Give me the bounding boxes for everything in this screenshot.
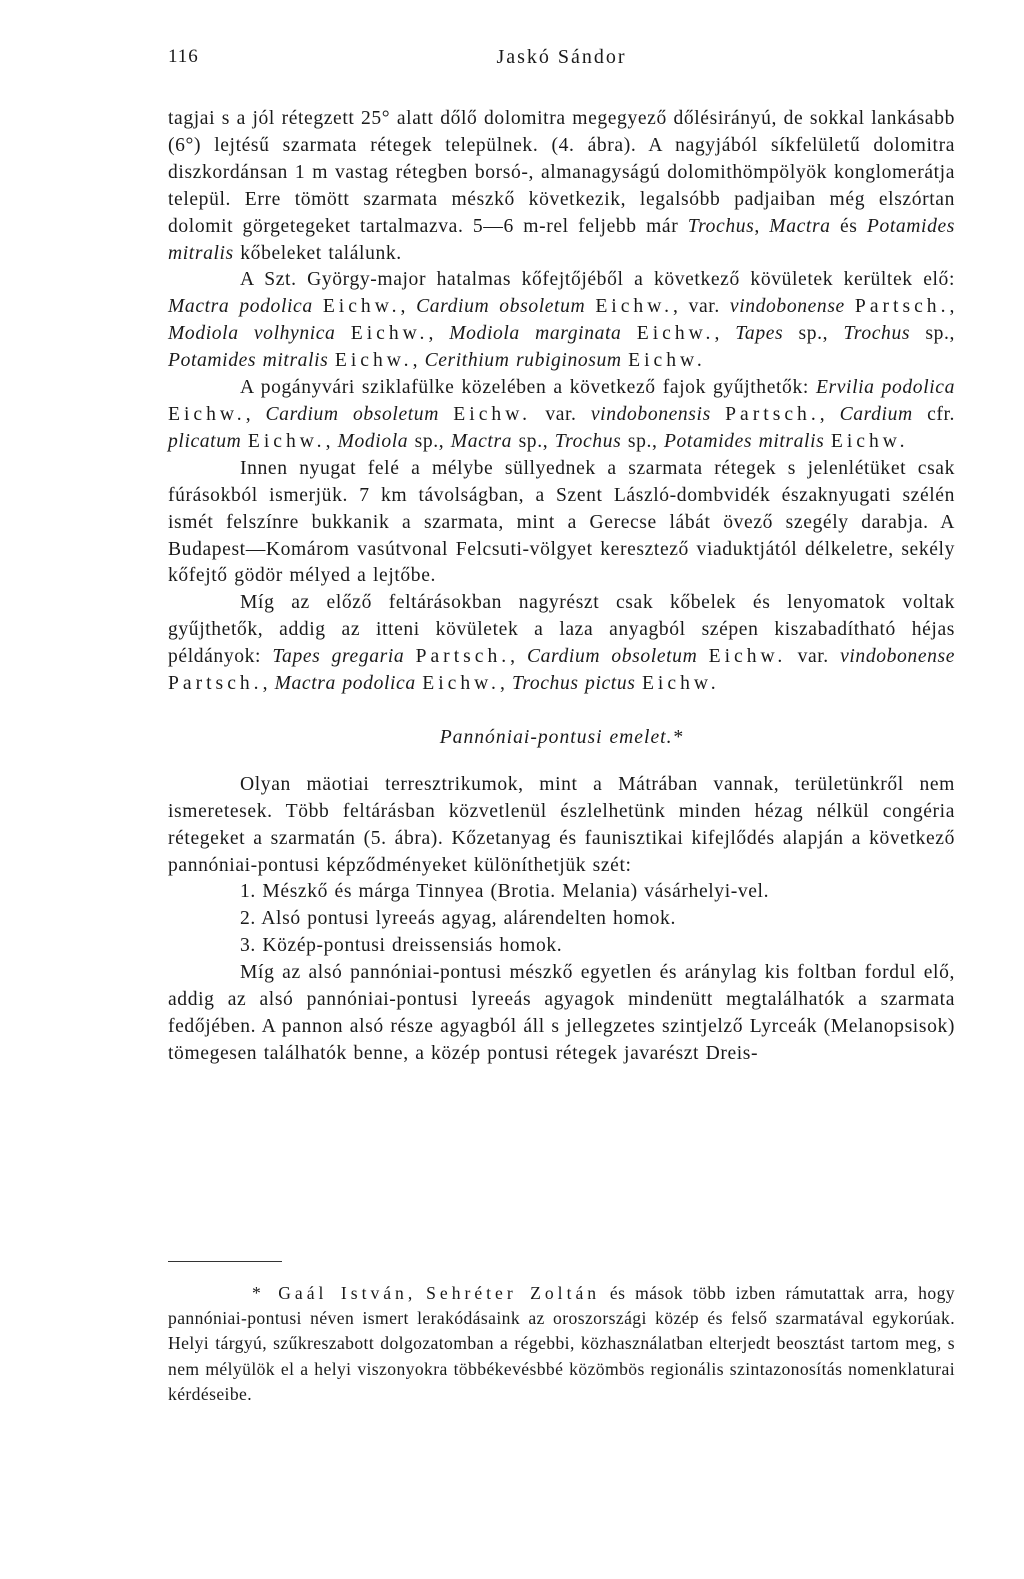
author-name: Eichw. — [708, 646, 787, 668]
author-name: Eichw. — [641, 673, 720, 695]
footnote-divider — [168, 1261, 282, 1262]
taxon-name: Potamides mitralis — [663, 430, 825, 452]
text-run: , — [510, 646, 527, 668]
text-run: cfr. — [912, 403, 956, 425]
text-run: sp., — [408, 430, 451, 452]
running-head: Jaskó Sándor — [496, 46, 627, 68]
text-run: , — [499, 673, 512, 695]
author-name: Partsch. — [725, 403, 820, 425]
author-name: Eichw. — [168, 403, 246, 425]
text-run: , — [325, 430, 338, 452]
taxon-name: Trochus — [554, 430, 622, 452]
taxon-name: Ervilia podolica — [815, 377, 955, 399]
text-run: sp., — [783, 323, 844, 345]
text-run: , — [412, 350, 425, 372]
author-name: Eichw. — [830, 430, 909, 452]
author-name: Partsch. — [168, 673, 263, 695]
text-run: sp., — [910, 323, 956, 345]
author-name: Partsch. — [854, 296, 950, 318]
taxon-name: Modiola volhynica — [168, 323, 336, 345]
taxon-name: Tapes — [735, 323, 784, 345]
list-item: 3. Közép-pontusi dreissensiás homok. — [240, 935, 563, 957]
text-run: tagjai s a jól rétegzett 25° alatt dőlő dolomitra megegyező dőlésirányú, de sokkal lankásabb (6°) lejtésű szarmata rétegek települnek. (4. ábra). A nagyjából síkfelületű dolomitra diszkordánsan 1 m vastag rétegben borsó-, almanagyságú dolomithömpölyök konglomerátja települ. Erre tömött szarmata mészkő következik, legalsóbb padjaiban még elszórtan dolomit görgetegeket tartalmazva. 5—6 m-rel feljebb már — [168, 108, 955, 237]
author-name: Eichw. — [636, 323, 715, 345]
author-name: Eichw. — [628, 350, 706, 372]
text-run: , — [245, 403, 266, 425]
text-run: var. — [786, 646, 841, 668]
taxon-name: vindobonense — [840, 646, 956, 668]
section-heading: Pannóniai-pontusi emelet.* — [439, 726, 684, 748]
text-run: és mások több izben rámutattak arra, hogy pannóniai-pontusi néven ismert lerakódásaink az oroszországi közép és felső szarmatával egykorúak. Helyi tárgyú, szűkreszabott dolgozatomban a régebbi, közhasználatban elterjedt beosztást tartom meg, s nem mélyülök el a helyi viszonyokra többékevésbbé közömbös regionális szintazonosítás nomenklaturai kérdéseibe. — [168, 1283, 955, 1404]
list-item: 1. Mészkő és márga Tinnyea (Brotia. Melania) vásárhelyi-vel. — [240, 881, 770, 903]
taxon-name: Trochus pictus — [511, 673, 636, 695]
taxon-name: Potamides mitralis — [168, 350, 329, 372]
footnote — [168, 1281, 955, 1407]
text-run: A pogányvári sziklafülke közelében a következő fajok gyűjthetők: — [240, 377, 816, 399]
taxon-name: Mactra — [769, 215, 831, 237]
author-name: Eichw. — [247, 430, 326, 452]
footnote-text — [168, 1281, 955, 1407]
taxon-name: Modiola marginata — [449, 323, 622, 345]
text-run: sp., — [621, 430, 664, 452]
taxon-name: vindobonensis — [590, 403, 711, 425]
text-run: , — [400, 296, 417, 318]
author-name: Eichw. — [422, 673, 500, 695]
text-run: , — [819, 403, 840, 425]
text-run: , — [754, 215, 770, 237]
taxon-name: Cardium obsoletum — [265, 403, 439, 425]
author-name: Eichw. — [453, 403, 531, 425]
taxon-name: Mactra — [450, 430, 513, 452]
text-run: kőbeleket találunk. — [233, 242, 402, 264]
taxon-name: Potamides mitralis — [168, 215, 956, 264]
text-run: és — [830, 215, 867, 237]
text-run: Míg az előző feltárásokban nagyrészt csak kőbelek és lenyomatok voltak gyűjthetők, addig az itteni kövületek a laza anyagból szépen kiszabadítható héjas példányok: — [168, 592, 955, 668]
taxon-name: vindobonense — [729, 296, 845, 318]
text-run: , — [949, 296, 956, 318]
paragraph-poganyvar-fossils — [168, 375, 955, 456]
taxon-name: Cerithium rubiginosum — [424, 350, 622, 372]
page-number: 116 — [168, 46, 199, 67]
taxon-name: Cardium obsoletum — [416, 296, 586, 318]
taxon-name: Modiola — [337, 430, 409, 452]
paragraph-szt-gyorgy-major-fossils — [168, 267, 955, 375]
taxon-name: Mactra podolica — [274, 673, 416, 695]
text-run: , — [262, 673, 275, 695]
text-run: , — [714, 323, 736, 345]
author-name: Eichw. — [334, 350, 413, 372]
list-item: 2. Alsó pontusi lyreeás agyag, alárendelten homok. — [240, 908, 676, 930]
paragraph-shelled-specimens — [168, 590, 955, 698]
text-run: , var. — [673, 296, 730, 318]
taxon-name: Trochus — [843, 323, 911, 345]
paragraph-dolomite-strata — [168, 106, 955, 267]
taxon-name: plicatum — [168, 430, 242, 452]
text-run: sp., — [512, 430, 555, 452]
text-run: A Szt. György-major hatalmas kőfejtőjéből a következő kövületek kerültek elő: — [240, 269, 955, 291]
taxon-name: Cardium — [839, 403, 913, 425]
author-name: Eichw. — [350, 323, 429, 345]
taxon-name: Trochus — [687, 215, 755, 237]
paragraph-szent-laszlo-hills: Innen nyugat felé a mélybe süllyednek a szarmata rétegek s jelenlétüket csak fúrásokból ismerjük. 7 km távolságban, a Szent László-dombvidék északnyugati szélén ismét felszínre bukkanik a szarmata, mint a Gerecse lábát övező szegély darabja. A Budapest—Komárom vasútvonal Felcsuti-völgyet keresztező viaduktjától délkeletre, sekély kőfejtő gödör mélyed a lejtőbe. — [168, 457, 955, 587]
author-name: Sehréter Zoltán — [426, 1283, 601, 1303]
paragraph-pannonian-intro: Olyan mäotiai terresztrikumok, mint a Mátrában vannak, területünkről nem ismeretesek. Több feltárásban közvetlenül észlelhetünk minden hézag nélkül congéria rétegeket a szarmatán (5. ábra). Kőzetanyag és faunisztikai kifejlődés alapján a következő pannóniai-pontusi képződményeket különíthetjük szét: — [168, 773, 955, 876]
taxon-name: Mactra podolica — [168, 296, 313, 318]
author-name: Eichw. — [322, 296, 401, 318]
page-header — [168, 46, 955, 76]
taxon-name: Cardium obsoletum — [526, 646, 698, 668]
taxon-name: Tapes gregaria — [272, 646, 405, 668]
author-name: * Gaál István, — [252, 1283, 417, 1303]
text-run: var. — [530, 403, 591, 425]
author-name: Eichw. — [595, 296, 674, 318]
text-run: , — [428, 323, 450, 345]
author-name: Partsch. — [415, 646, 511, 668]
paragraph-lower-pannonian: Míg az alsó pannóniai-pontusi mészkő egyetlen és aránylag kis foltban fordul elő, addig az alsó pannóniai-pontusi lyreeás agyagok mindenütt megtalálhatók a szarmata fedőjében. A pannon alsó része agyagból áll s jellegzetes szintjelző Lyrceák (Melanopsisok) tömegesen találhatók benne, a közép pontusi rétegek javarészt Dreis- — [168, 962, 955, 1064]
body-text — [168, 106, 955, 1068]
